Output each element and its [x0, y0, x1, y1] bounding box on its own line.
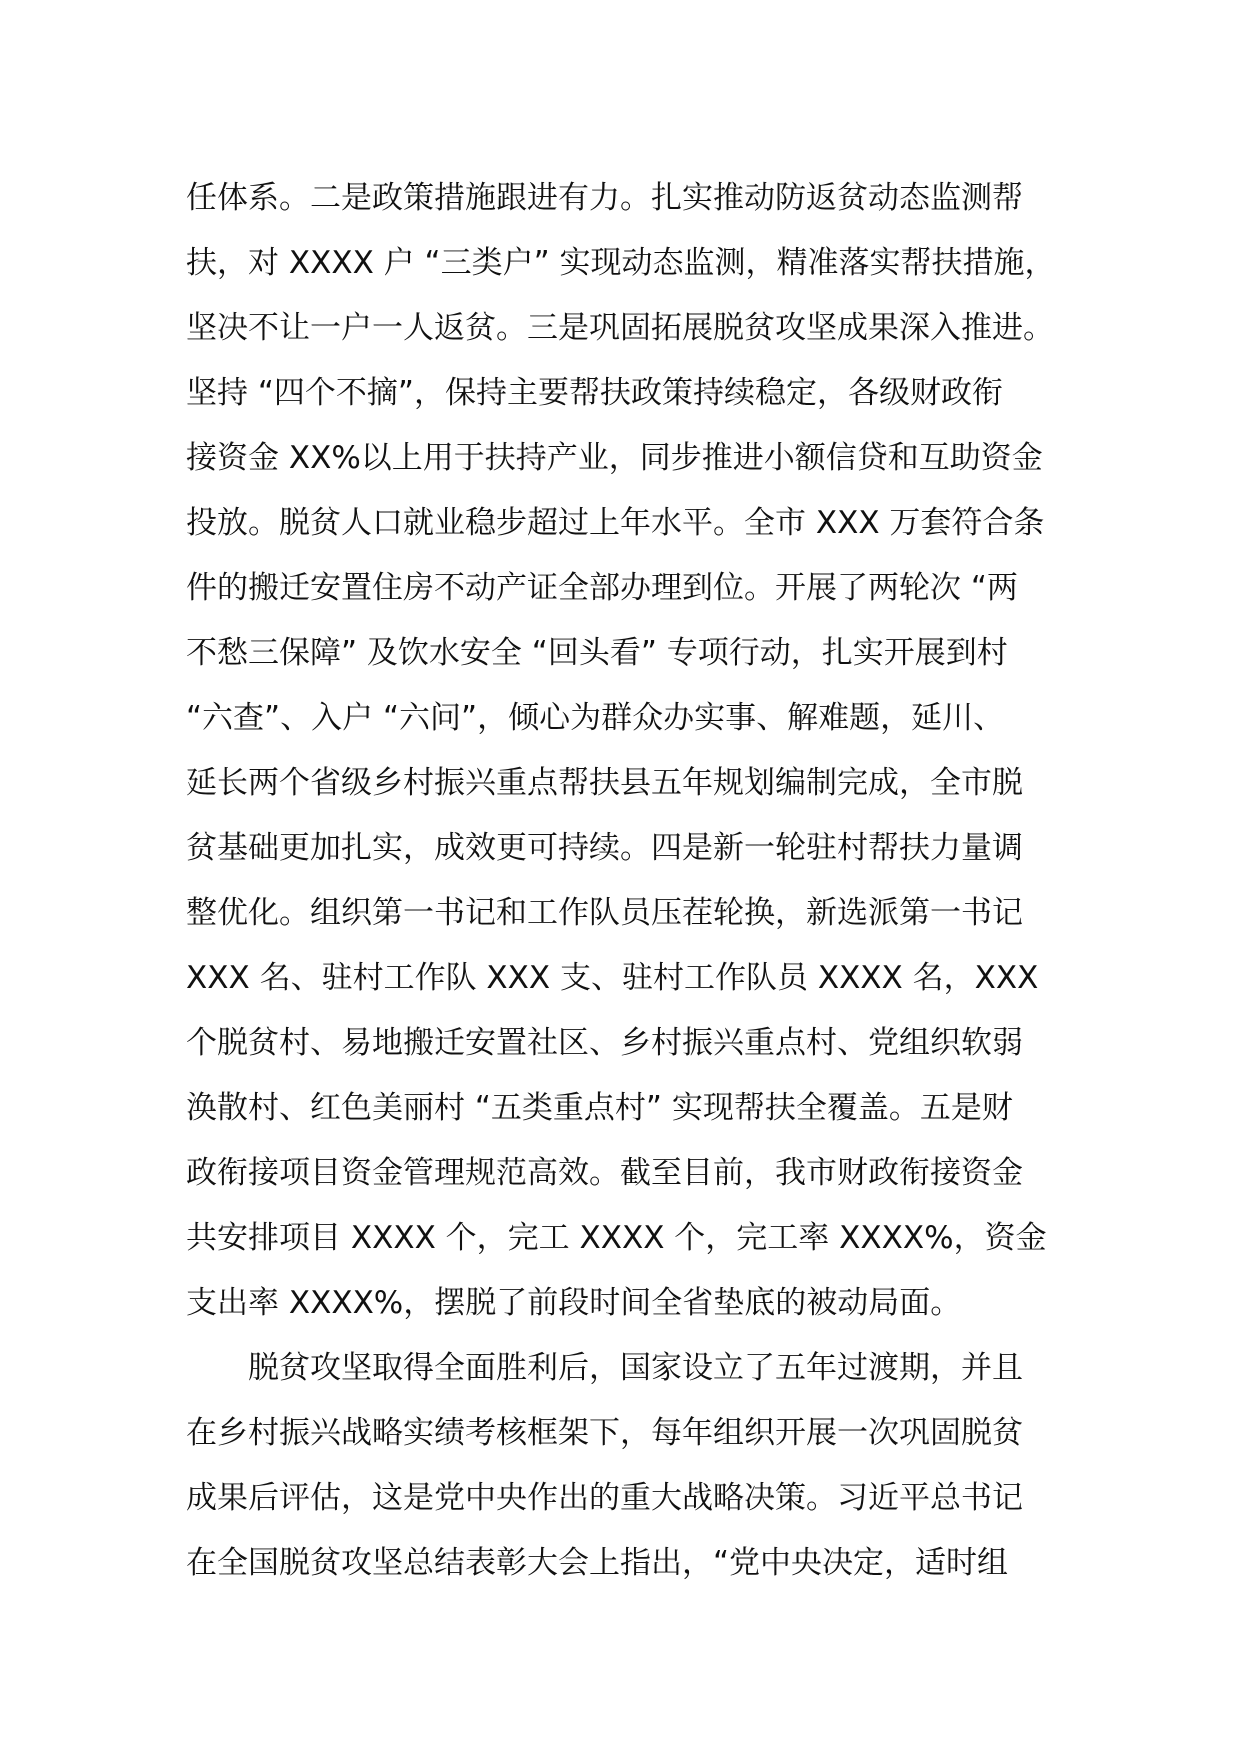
text-line: 不愁三保障” 及饮水安全 “回头看” 专项行动，扎实开展到村 [186, 635, 1008, 671]
text-line: 投放。脱贫人口就业稳步超过上年水平。全市 XXX 万套符合条 [186, 505, 1045, 541]
text-line: 接资金 XX%以上用于扶持产业，同步推进小额信贷和互助资金 [186, 440, 1043, 476]
text-line: 坚决不让一户一人返贫。三是巩固拓展脱贫攻坚成果深入推进。 [186, 310, 1054, 346]
text-line: 个脱贫村、易地搬迁安置社区、乡村振兴重点村、党组织软弱 [186, 1025, 1023, 1061]
document-body [186, 166, 1056, 1596]
text-line: 在全国脱贫攻坚总结表彰大会上指出，“党中央决定，适时组 [186, 1545, 1009, 1581]
text-line: 任体系。二是政策措施跟进有力。扎实推动防返贫动态监测帮 [186, 180, 1023, 216]
text-line: 脱贫攻坚取得全面胜利后，国家设立了五年过渡期，并且 [248, 1350, 1023, 1386]
text-line: 在乡村振兴战略实绩考核框架下，每年组织开展一次巩固脱贫 [186, 1415, 1023, 1451]
text-line: 涣散村、红色美丽村 “五类重点村” 实现帮扶全覆盖。五是财 [186, 1090, 1013, 1126]
text-line: 贫基础更加扎实，成效更可持续。四是新一轮驻村帮扶力量调 [186, 830, 1023, 866]
text-line: 扶，对 XXXX 户 “三类户” 实现动态监测，精准落实帮扶措施， [186, 245, 1056, 281]
paragraph-1 [186, 166, 1056, 1336]
text-line: 延长两个省级乡村振兴重点帮扶县五年规划编制完成，全市脱 [186, 765, 1023, 801]
paragraph-2 [186, 1336, 1056, 1596]
text-line: 件的搬迁安置住房不动产证全部办理到位。开展了两轮次 “两 [186, 570, 1018, 606]
text-line: 成果后评估，这是党中央作出的重大战略决策。习近平总书记 [186, 1480, 1023, 1516]
text-line: 政衔接项目资金管理规范高效。截至目前，我市财政衔接资金 [186, 1155, 1023, 1191]
text-line: 支出率 XXXX%，摆脱了前段时间全省垫底的被动局面。 [186, 1285, 962, 1321]
text-line: 坚持 “四个不摘”，保持主要帮扶政策持续稳定，各级财政衔 [186, 375, 1003, 411]
text-line: 整优化。组织第一书记和工作队员压茬轮换，新选派第一书记 [186, 895, 1023, 931]
text-line: XXX 名、驻村工作队 XXX 支、驻村工作队员 XXXX 名，XXX [186, 960, 1039, 996]
text-line: “六查”、入户 “六问”，倾心为群众办实事、解难题，延川、 [186, 700, 1005, 736]
text-line: 共安排项目 XXXX 个，完工 XXXX 个，完工率 XXXX%，资金 [186, 1220, 1047, 1256]
